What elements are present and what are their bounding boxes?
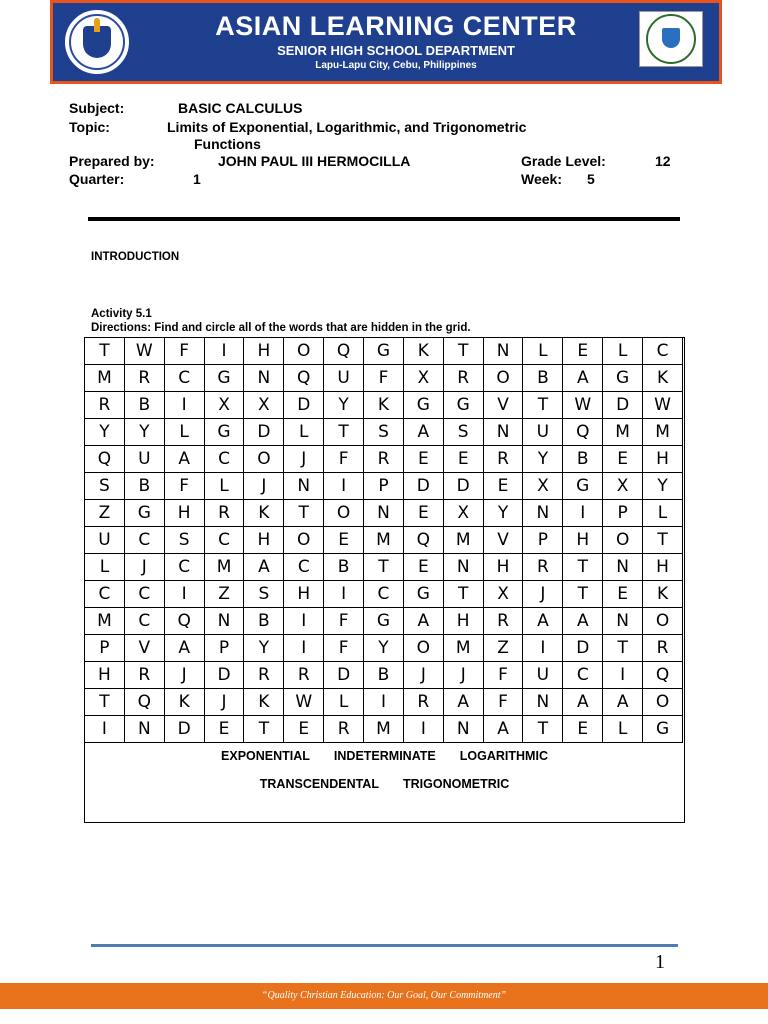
grid-cell[interactable]: I <box>85 716 125 743</box>
grid-cell[interactable]: D <box>563 635 603 662</box>
grid-cell[interactable]: K <box>164 689 204 716</box>
grid-cell[interactable]: A <box>403 419 443 446</box>
grid-cell[interactable]: D <box>403 473 443 500</box>
grid-cell[interactable]: B <box>244 608 284 635</box>
header-divider <box>88 217 680 221</box>
grid-cell[interactable]: S <box>85 473 125 500</box>
grid-cell[interactable]: M <box>643 419 683 446</box>
grid-cell[interactable]: L <box>85 554 125 581</box>
grid-row <box>85 608 683 635</box>
grid-cell[interactable]: T <box>523 392 563 419</box>
grid-cell[interactable]: P <box>85 635 125 662</box>
grid-cell[interactable]: R <box>244 662 284 689</box>
grid-cell[interactable]: X <box>603 473 643 500</box>
grid-cell[interactable]: R <box>643 635 683 662</box>
grid-cell[interactable]: A <box>523 608 563 635</box>
grid-cell[interactable]: W <box>284 689 324 716</box>
grid-row <box>85 500 683 527</box>
grid-cell[interactable]: D <box>284 392 324 419</box>
grid-cell[interactable]: C <box>364 581 404 608</box>
grid-cell[interactable]: T <box>563 554 603 581</box>
grid-cell[interactable]: W <box>563 392 603 419</box>
grid-cell[interactable]: I <box>403 716 443 743</box>
grid-cell[interactable]: R <box>284 662 324 689</box>
grid-cell[interactable]: G <box>204 419 244 446</box>
grid-cell[interactable]: D <box>443 473 483 500</box>
grid-cell[interactable]: A <box>563 689 603 716</box>
grid-cell[interactable]: I <box>324 581 364 608</box>
word-bank-item: INDETERMINATE <box>333 749 436 763</box>
grid-cell[interactable]: I <box>164 392 204 419</box>
grid-cell[interactable]: N <box>284 473 324 500</box>
grid-cell[interactable]: T <box>603 635 643 662</box>
grid-cell[interactable]: N <box>204 608 244 635</box>
grid-cell[interactable]: R <box>483 608 523 635</box>
grid-cell[interactable]: C <box>164 365 204 392</box>
school-name: ASIAN LEARNING CENTER <box>215 11 577 41</box>
grid-cell[interactable]: X <box>523 473 563 500</box>
grid-cell[interactable]: S <box>364 419 404 446</box>
grid-cell[interactable]: M <box>204 554 244 581</box>
grid-cell[interactable]: L <box>284 419 324 446</box>
grid-cell[interactable]: I <box>523 635 563 662</box>
topic-value-line1: Limits of Exponential, Logarithmic, and Trigonometric <box>167 119 527 135</box>
grid-cell[interactable]: U <box>523 419 563 446</box>
grid-cell[interactable]: T <box>643 527 683 554</box>
grid-cell[interactable]: H <box>85 662 125 689</box>
grid-cell[interactable]: F <box>483 689 523 716</box>
grid-cell[interactable]: M <box>364 716 404 743</box>
grid-cell[interactable]: R <box>204 500 244 527</box>
subject-value: BASIC CALCULUS <box>178 100 303 116</box>
grid-cell[interactable]: P <box>204 635 244 662</box>
grid-cell[interactable]: T <box>284 500 324 527</box>
grid-row <box>85 662 683 689</box>
grid-cell[interactable]: Y <box>483 500 523 527</box>
grid-cell[interactable]: L <box>523 338 563 365</box>
grid-cell[interactable]: Z <box>483 635 523 662</box>
grid-cell[interactable]: H <box>563 527 603 554</box>
grid-cell[interactable]: A <box>483 716 523 743</box>
grid-cell[interactable]: U <box>523 662 563 689</box>
grid-cell[interactable]: O <box>483 365 523 392</box>
grid-cell[interactable]: T <box>523 716 563 743</box>
word-bank <box>85 749 684 791</box>
grid-cell[interactable]: T <box>443 338 483 365</box>
grid-cell[interactable]: Z <box>85 500 125 527</box>
grid-cell[interactable]: G <box>364 608 404 635</box>
grid-cell[interactable]: S <box>244 581 284 608</box>
grid-cell[interactable]: G <box>443 392 483 419</box>
grid-cell[interactable]: A <box>603 689 643 716</box>
grid-cell[interactable]: N <box>603 554 643 581</box>
grid-cell[interactable]: N <box>364 500 404 527</box>
grid-cell[interactable]: M <box>603 419 643 446</box>
grid-cell[interactable]: B <box>523 365 563 392</box>
grid-cell[interactable]: E <box>563 716 603 743</box>
grid-cell[interactable]: H <box>483 554 523 581</box>
grid-cell[interactable]: Q <box>563 419 603 446</box>
grid-cell[interactable]: T <box>364 554 404 581</box>
grid-cell[interactable]: X <box>403 365 443 392</box>
grid-cell[interactable]: I <box>563 500 603 527</box>
grid-cell[interactable]: D <box>324 662 364 689</box>
topic-value-line2: Functions <box>194 136 261 152</box>
grid-cell[interactable]: Y <box>244 635 284 662</box>
grid-cell[interactable]: K <box>403 338 443 365</box>
grid-cell[interactable]: X <box>204 392 244 419</box>
grid-cell[interactable]: I <box>284 608 324 635</box>
prepared-by-value: JOHN PAUL III HERMOCILLA <box>218 153 411 169</box>
grid-cell[interactable]: E <box>483 473 523 500</box>
word-bank-item: TRANSCENDENTAL <box>259 777 379 791</box>
grid-cell[interactable]: L <box>204 473 244 500</box>
grid-cell[interactable]: D <box>603 392 643 419</box>
word-search-box <box>84 337 685 823</box>
grid-cell[interactable]: C <box>284 554 324 581</box>
grid-cell[interactable]: R <box>443 365 483 392</box>
grade-level-value: 12 <box>655 153 671 169</box>
grid-cell[interactable]: G <box>364 338 404 365</box>
grid-cell[interactable]: R <box>483 446 523 473</box>
activity-block <box>91 307 471 335</box>
grid-cell[interactable]: A <box>164 446 204 473</box>
grid-cell[interactable]: G <box>643 716 683 743</box>
grid-cell[interactable]: M <box>443 527 483 554</box>
grid-cell[interactable]: I <box>284 635 324 662</box>
grid-cell[interactable]: C <box>164 554 204 581</box>
grid-cell[interactable]: O <box>244 446 284 473</box>
grid-cell[interactable]: Y <box>124 419 164 446</box>
grid-cell[interactable]: L <box>603 338 643 365</box>
grid-cell[interactable]: O <box>643 689 683 716</box>
grid-cell[interactable]: I <box>364 689 404 716</box>
grid-cell[interactable]: H <box>643 554 683 581</box>
grid-cell[interactable]: B <box>364 662 404 689</box>
grid-cell[interactable]: N <box>244 365 284 392</box>
grid-cell[interactable]: W <box>124 338 164 365</box>
grid-cell[interactable]: N <box>483 419 523 446</box>
footer-motto: “Quality Christian Education: Our Goal, Our Commitment” <box>261 990 507 1001</box>
grid-cell[interactable]: Q <box>324 338 364 365</box>
grid-cell[interactable]: F <box>324 635 364 662</box>
grid-cell[interactable]: G <box>563 473 603 500</box>
grid-cell[interactable]: T <box>85 338 125 365</box>
school-header-banner <box>50 0 722 84</box>
grid-cell[interactable]: G <box>603 365 643 392</box>
grid-cell[interactable]: Q <box>403 527 443 554</box>
school-seal-icon <box>639 11 703 67</box>
grid-cell[interactable]: R <box>124 365 164 392</box>
grid-cell[interactable]: P <box>364 473 404 500</box>
grid-cell[interactable]: K <box>244 500 284 527</box>
grid-cell[interactable]: R <box>85 392 125 419</box>
grid-cell[interactable]: B <box>324 554 364 581</box>
topic-label: Topic: <box>69 119 110 135</box>
grid-cell[interactable]: Q <box>124 689 164 716</box>
department-name: SENIOR HIGH SCHOOL DEPARTMENT <box>277 43 515 58</box>
grid-cell[interactable]: H <box>244 527 284 554</box>
grid-cell[interactable]: O <box>643 608 683 635</box>
grid-cell[interactable]: O <box>403 635 443 662</box>
grid-cell[interactable]: H <box>164 500 204 527</box>
grid-cell[interactable]: J <box>284 446 324 473</box>
grid-cell[interactable]: O <box>603 527 643 554</box>
grid-cell[interactable]: K <box>364 392 404 419</box>
grid-cell[interactable]: T <box>324 419 364 446</box>
word-bank-row-2 <box>85 777 684 791</box>
grid-cell[interactable]: J <box>244 473 284 500</box>
grid-cell[interactable]: E <box>403 500 443 527</box>
grid-cell[interactable]: C <box>643 338 683 365</box>
grid-cell[interactable]: F <box>164 473 204 500</box>
section-heading: INTRODUCTION <box>91 251 180 263</box>
grid-cell[interactable]: S <box>164 527 204 554</box>
grid-cell[interactable]: Y <box>324 392 364 419</box>
grid-cell[interactable]: J <box>523 581 563 608</box>
grid-cell[interactable]: A <box>403 608 443 635</box>
grid-cell[interactable]: H <box>244 338 284 365</box>
grid-cell[interactable]: D <box>204 662 244 689</box>
school-location: Lapu-Lapu City, Cebu, Philippines <box>315 60 477 71</box>
grid-row <box>85 446 683 473</box>
grid-cell[interactable]: K <box>643 581 683 608</box>
grid-cell[interactable]: A <box>164 635 204 662</box>
grid-cell[interactable]: T <box>443 581 483 608</box>
grid-row <box>85 635 683 662</box>
grid-row <box>85 527 683 554</box>
word-bank-item: EXPONENTIAL <box>221 749 310 763</box>
grid-cell[interactable]: G <box>403 392 443 419</box>
grid-cell[interactable]: M <box>85 365 125 392</box>
grid-cell[interactable]: C <box>563 662 603 689</box>
grid-cell[interactable]: J <box>403 662 443 689</box>
grid-row <box>85 581 683 608</box>
grid-cell[interactable]: Q <box>284 365 324 392</box>
grid-cell[interactable]: C <box>204 527 244 554</box>
grid-cell[interactable]: C <box>124 527 164 554</box>
grid-cell[interactable]: U <box>85 527 125 554</box>
grid-row <box>85 419 683 446</box>
grid-cell[interactable]: I <box>603 662 643 689</box>
grid-cell[interactable]: J <box>124 554 164 581</box>
grid-cell[interactable]: H <box>643 446 683 473</box>
word-search-grid <box>84 337 683 743</box>
grid-cell[interactable]: Y <box>643 473 683 500</box>
grid-cell[interactable]: W <box>643 392 683 419</box>
quarter-value: 1 <box>193 171 201 187</box>
grid-cell[interactable]: O <box>284 527 324 554</box>
grid-cell[interactable]: J <box>164 662 204 689</box>
grid-cell[interactable]: Q <box>164 608 204 635</box>
footer-motto-bar <box>0 983 768 1009</box>
grid-cell[interactable]: A <box>563 608 603 635</box>
deped-seal-icon <box>63 8 131 76</box>
activity-directions: Directions: Find and circle all of the words that are hidden in the grid. <box>91 322 471 334</box>
grid-row <box>85 716 683 743</box>
grid-cell[interactable]: O <box>284 338 324 365</box>
grid-cell[interactable]: N <box>523 689 563 716</box>
grid-cell[interactable]: H <box>284 581 324 608</box>
grid-cell[interactable]: G <box>124 500 164 527</box>
grid-cell[interactable]: Y <box>523 446 563 473</box>
grid-cell[interactable]: U <box>324 365 364 392</box>
grid-cell[interactable]: G <box>403 581 443 608</box>
grid-cell[interactable]: F <box>483 662 523 689</box>
grid-cell[interactable]: F <box>324 608 364 635</box>
grid-cell[interactable]: C <box>124 581 164 608</box>
grid-cell[interactable]: N <box>124 716 164 743</box>
grid-cell[interactable]: N <box>443 716 483 743</box>
word-bank-item: TRIGONOMETRIC <box>402 777 510 791</box>
grid-cell[interactable]: L <box>643 500 683 527</box>
grid-cell[interactable]: V <box>483 527 523 554</box>
grid-cell[interactable]: V <box>483 392 523 419</box>
grid-cell[interactable]: O <box>324 500 364 527</box>
grid-cell[interactable]: R <box>403 689 443 716</box>
grid-cell[interactable]: L <box>324 689 364 716</box>
grid-cell[interactable]: I <box>204 338 244 365</box>
grid-cell[interactable]: P <box>603 500 643 527</box>
grid-cell[interactable]: C <box>204 446 244 473</box>
page-number: 1 <box>655 951 665 973</box>
grid-cell[interactable]: N <box>603 608 643 635</box>
grid-row <box>85 392 683 419</box>
grid-cell[interactable]: L <box>603 716 643 743</box>
grid-cell[interactable]: R <box>324 716 364 743</box>
grid-cell[interactable]: B <box>563 446 603 473</box>
word-bank-item: LOGARITHMIC <box>459 749 548 763</box>
grid-cell[interactable]: E <box>324 527 364 554</box>
grid-cell[interactable]: Y <box>85 419 125 446</box>
grid-cell[interactable]: H <box>443 608 483 635</box>
grid-cell[interactable]: I <box>164 581 204 608</box>
week-value: 5 <box>587 171 595 187</box>
grid-row <box>85 689 683 716</box>
grid-cell[interactable]: K <box>244 689 284 716</box>
grid-cell[interactable]: L <box>164 419 204 446</box>
grid-cell[interactable]: N <box>523 500 563 527</box>
grid-cell[interactable]: M <box>364 527 404 554</box>
grid-cell[interactable]: R <box>364 446 404 473</box>
grid-cell[interactable]: M <box>85 608 125 635</box>
footer-divider <box>91 944 678 947</box>
grid-row <box>85 338 683 365</box>
grid-cell[interactable]: V <box>124 635 164 662</box>
grid-row <box>85 554 683 581</box>
grade-level-label: Grade Level: <box>521 153 606 169</box>
grid-cell[interactable]: E <box>603 446 643 473</box>
grid-cell[interactable]: D <box>164 716 204 743</box>
grid-cell[interactable]: F <box>364 365 404 392</box>
grid-cell[interactable]: Q <box>85 446 125 473</box>
grid-cell[interactable]: S <box>443 419 483 446</box>
grid-cell[interactable]: D <box>244 419 284 446</box>
grid-cell[interactable]: N <box>443 554 483 581</box>
grid-cell[interactable]: F <box>164 338 204 365</box>
grid-cell[interactable]: P <box>523 527 563 554</box>
grid-cell[interactable]: E <box>603 581 643 608</box>
grid-cell[interactable]: J <box>443 662 483 689</box>
grid-cell[interactable]: C <box>124 608 164 635</box>
quarter-label: Quarter: <box>69 171 125 187</box>
grid-cell[interactable]: E <box>403 446 443 473</box>
grid-cell[interactable]: G <box>204 365 244 392</box>
grid-cell[interactable]: T <box>244 716 284 743</box>
grid-row <box>85 365 683 392</box>
grid-cell[interactable]: N <box>483 338 523 365</box>
grid-cell[interactable]: T <box>563 581 603 608</box>
grid-cell[interactable]: M <box>443 635 483 662</box>
grid-row <box>85 473 683 500</box>
grid-cell[interactable]: F <box>324 446 364 473</box>
word-bank-row-1 <box>85 749 684 763</box>
grid-cell[interactable]: X <box>244 392 284 419</box>
grid-cell[interactable]: Y <box>364 635 404 662</box>
subject-label: Subject: <box>69 100 125 116</box>
grid-cell[interactable]: A <box>563 365 603 392</box>
grid-cell[interactable]: K <box>643 365 683 392</box>
grid-cell[interactable]: Z <box>204 581 244 608</box>
grid-cell[interactable]: C <box>85 581 125 608</box>
grid-cell[interactable]: T <box>85 689 125 716</box>
grid-cell[interactable]: E <box>403 554 443 581</box>
grid-cell[interactable]: Q <box>643 662 683 689</box>
grid-cell[interactable]: A <box>443 689 483 716</box>
grid-cell[interactable]: E <box>204 716 244 743</box>
grid-cell[interactable]: X <box>443 500 483 527</box>
grid-cell[interactable]: J <box>204 689 244 716</box>
grid-cell[interactable]: I <box>324 473 364 500</box>
grid-cell[interactable]: R <box>523 554 563 581</box>
grid-cell[interactable]: B <box>124 473 164 500</box>
grid-cell[interactable]: E <box>563 338 603 365</box>
grid-cell[interactable]: A <box>244 554 284 581</box>
activity-title: Activity 5.1 <box>91 308 152 320</box>
grid-cell[interactable]: U <box>124 446 164 473</box>
grid-cell[interactable]: E <box>443 446 483 473</box>
prepared-by-label: Prepared by: <box>69 153 155 169</box>
grid-cell[interactable]: X <box>483 581 523 608</box>
week-label: Week: <box>521 171 562 187</box>
grid-cell[interactable]: B <box>124 392 164 419</box>
grid-cell[interactable]: R <box>124 662 164 689</box>
grid-cell[interactable]: E <box>284 716 324 743</box>
